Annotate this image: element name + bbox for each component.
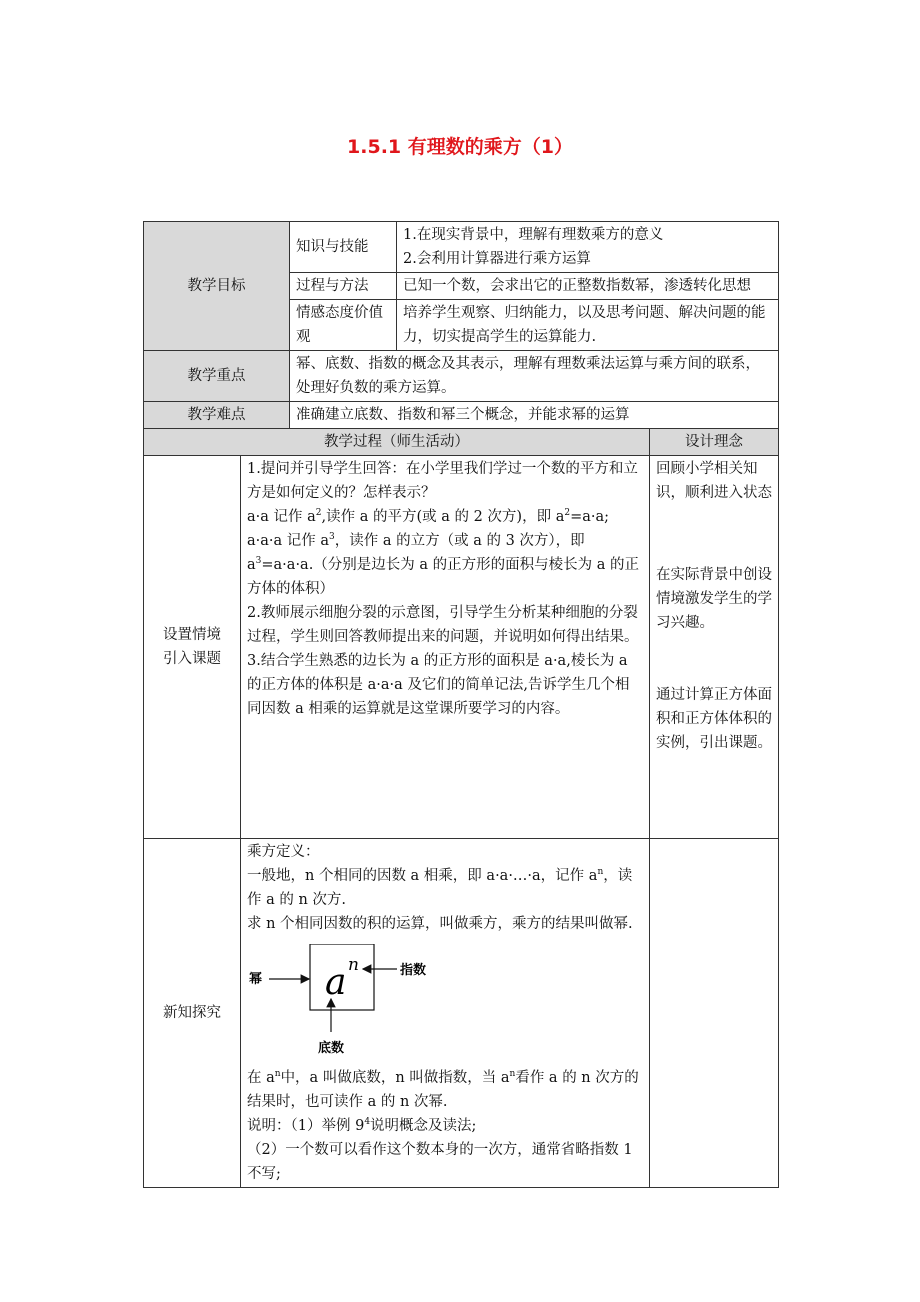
definition-1: [247, 864, 643, 912]
text-fragment: 说明：（1）举例 9: [247, 1118, 365, 1134]
objective-line: 1.在现实背景中，理解有理数乘方的意义: [403, 227, 664, 243]
objectives-label: 教学目标: [144, 222, 290, 351]
section-intro-row: [144, 456, 779, 839]
difficulty-text: 准确建立底数、指数和幂三个概念，并能求幂的运算: [290, 402, 779, 429]
text-fragment: 中，a 叫做底数，n 叫做指数，当 a: [280, 1070, 510, 1086]
text-fragment: a·a 记作 a: [247, 509, 316, 525]
objective-category: 知识与技能: [290, 222, 397, 273]
superscript: 2: [315, 508, 322, 519]
text-fragment: 在 a: [247, 1070, 275, 1086]
process-header: 教学过程（师生活动）: [144, 429, 650, 456]
intro-paragraph-2: 2.教师展示细胞分裂的示意图，引导学生分析某种细胞的分裂过程，学生则回答教师提出来的问题，并说明如何得出结果。: [247, 605, 639, 645]
page-title: 1.5.1 有理数的乘方（1）: [347, 136, 573, 158]
section-intro-content: [241, 456, 650, 839]
section-new-notes: [650, 839, 779, 1188]
objective-category: 过程与方法: [290, 273, 397, 300]
paragraph-4: [247, 1066, 643, 1114]
text-fragment: =a·a;: [570, 509, 610, 525]
power-label: 幂: [249, 972, 263, 987]
text-fragment: ,读作 a 的平方(或 a 的 2 次方)，即 a: [321, 509, 565, 525]
difficulty-row: [144, 402, 779, 429]
text-fragment: ，读作 a 的立方（或 a 的 3 次方），即 a: [247, 533, 585, 573]
section-new-content: [241, 839, 650, 1188]
intro-paragraph-1: 1.提问并引导学生回答：在小学里我们学过一个数的平方和立方是如何定义的？怎样表示？: [247, 461, 638, 501]
superscript: 3: [255, 556, 262, 567]
base-label: 底数: [318, 1041, 345, 1056]
paragraph-6: （2）一个数可以看作这个数本身的一次方，通常省略指数 1 不写;: [247, 1142, 633, 1182]
text-fragment: 一般地，n 个相同的因数 a 相乘，即 a·a·…·a，记作 a: [247, 868, 598, 884]
superscript: 4: [364, 1117, 371, 1128]
text-fragment: =a·a·a.（分别是边长为 a 的正方形的面积与棱长为 a 的正方体的体积）: [247, 557, 640, 597]
key-points-label: 教学重点: [144, 351, 290, 402]
process-header-row: [144, 429, 779, 456]
key-points-text: 幂、底数、指数的概念及其表示，理解有理数乘法运算与乘方间的联系，处理好负数的乘方运算。: [290, 351, 779, 402]
exponent-symbol: n: [348, 955, 359, 975]
objective-content: [397, 222, 779, 273]
concept-header: 设计理念: [650, 429, 779, 456]
power-diagram-graphic: [247, 944, 447, 1062]
intro-paragraph-cube: [247, 529, 643, 601]
power-diagram: [247, 944, 643, 1062]
superscript: 3: [329, 532, 335, 543]
text-fragment: 看作 a 的 n 次方的结果时，也可读作 a 的 n 次幂.: [247, 1070, 639, 1110]
section-new-row: [144, 839, 779, 1188]
objective-line: 已知一个数，会求出它的正整数指数幂，渗透转化思想: [403, 278, 751, 294]
objective-category: 情感态度价值观: [290, 300, 397, 351]
objective-row-knowledge: [144, 222, 779, 273]
text-fragment: a·a·a 记作 a: [247, 533, 330, 549]
lesson-plan-table: [143, 221, 779, 1188]
design-note-2: 在实际背景中创设情境激发学生的学习兴趣。: [656, 567, 772, 631]
key-points-row: [144, 351, 779, 402]
superscript: n: [597, 867, 604, 878]
intro-paragraph-3: 3.结合学生熟悉的边长为 a 的正方形的面积是 a·a,棱长为 a 的正方体的体积是 a·a·a 及它们的简单记法,告诉学生几个相同因数 a 相乘的运算就是这堂课所要学习的内容。: [247, 653, 630, 717]
base-symbol: a: [325, 962, 347, 1003]
section-intro-label: 设置情境引入课题: [144, 456, 241, 839]
intro-paragraph-square: [247, 505, 643, 529]
design-note-3: 通过计算正方体面积和正方体体积的实例，引出课题。: [656, 687, 772, 751]
paragraph-5: [247, 1114, 643, 1138]
objective-line: 培养学生观察、归纳能力，以及思考问题、解决问题的能力，切实提高学生的运算能力.: [403, 305, 766, 345]
superscript: n: [509, 1069, 516, 1080]
text-fragment: ，读作 a 的 n 次方.: [247, 868, 633, 908]
superscript: 2: [564, 508, 571, 519]
section-new-label: 新知探究: [144, 839, 241, 1188]
objective-content: [397, 300, 779, 351]
section-intro-notes: [650, 456, 779, 839]
definition-2: 求 n 个相同因数的积的运算，叫做乘方，乘方的结果叫做幂.: [247, 916, 633, 932]
exponent-label: 指数: [400, 963, 427, 978]
text-fragment: 说明概念及读法;: [370, 1118, 477, 1134]
objective-line: 2.会利用计算器进行乘方运算: [403, 251, 591, 267]
difficulty-label: 教学难点: [144, 402, 290, 429]
objective-content: [397, 273, 779, 300]
definition-title: 乘方定义：: [247, 844, 320, 860]
design-note-1: 回顾小学相关知识，顺利进入状态: [656, 461, 772, 501]
superscript: n: [274, 1069, 281, 1080]
